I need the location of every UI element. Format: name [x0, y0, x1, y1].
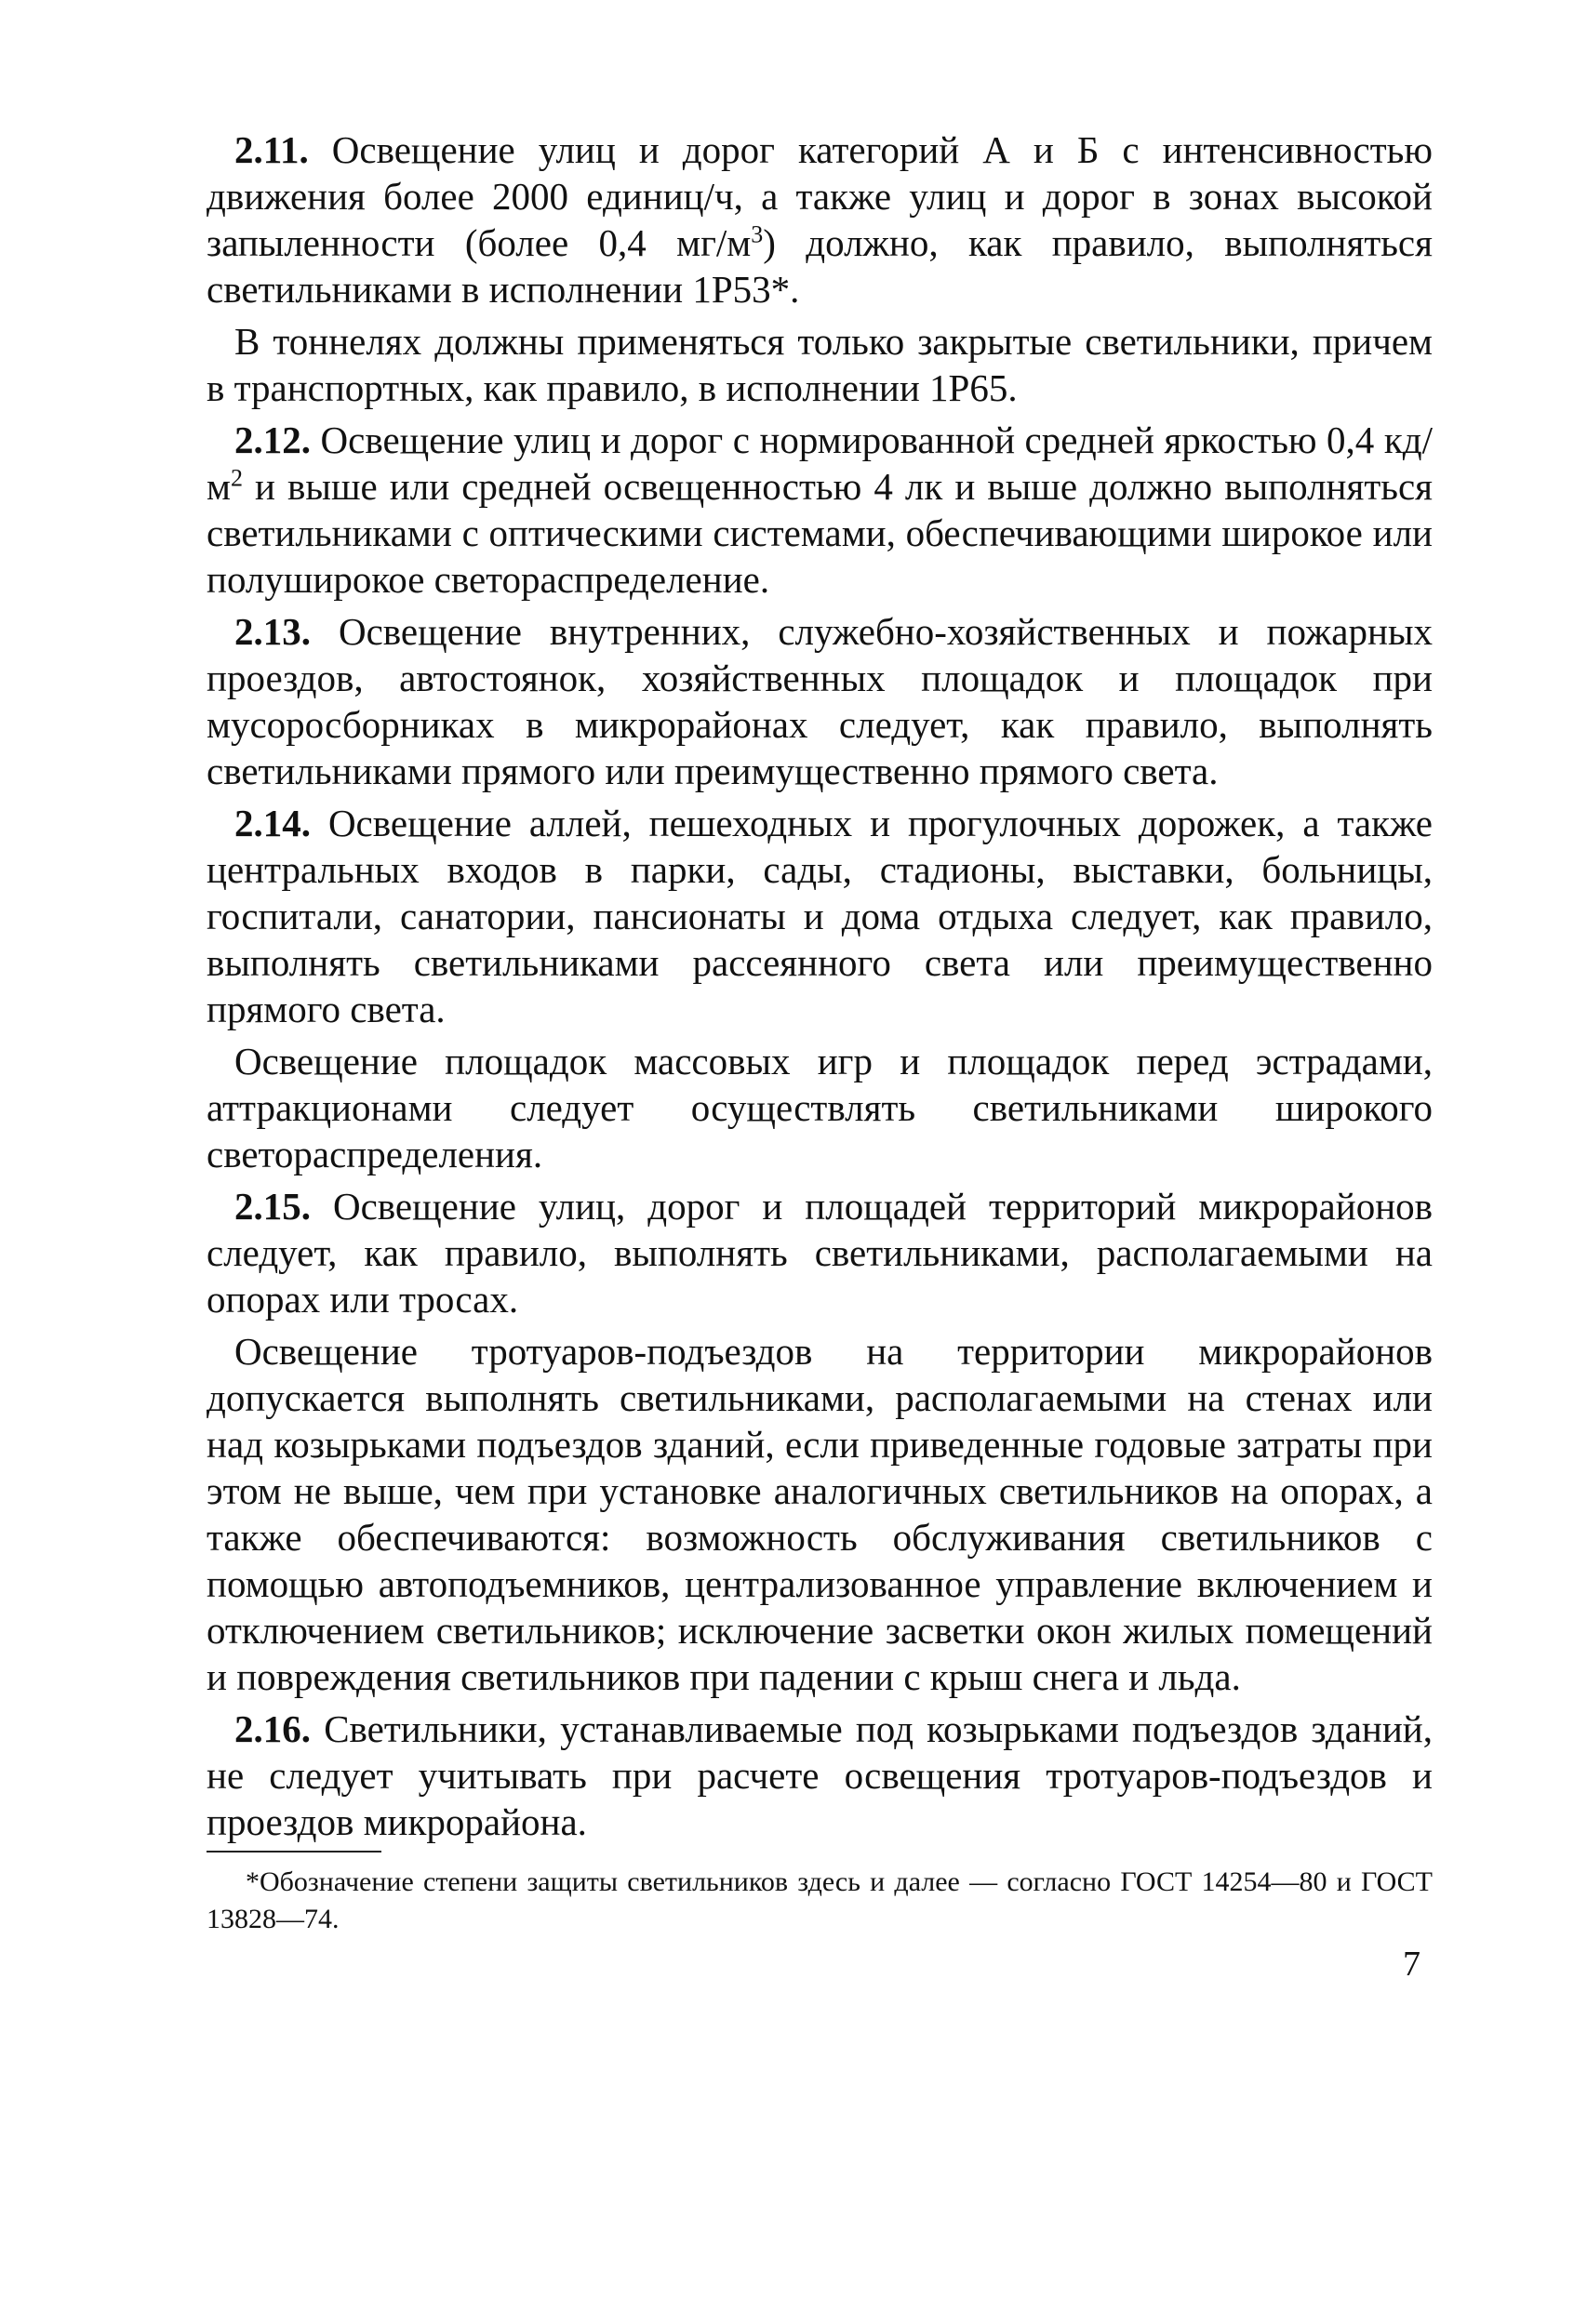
- paragraph-2-13: [207, 608, 1433, 794]
- clause-number: 2.16.: [234, 1707, 311, 1750]
- page-number: 7: [1403, 1945, 1420, 1984]
- paragraph-text: Освещение улиц, дорог и площадей территорий микрорайонов следует, как правило, выполнять светильниками, располагаемыми на опорах или тросах.: [207, 1185, 1433, 1321]
- paragraph-tunnels: [207, 318, 1433, 411]
- clause-number: 2.13.: [234, 610, 311, 653]
- paragraph-text: Освещение улиц и дорог категорий А и Б с интенсивностью движения более 2000 единиц/ч, а также улиц и дорог в зонах высокой запыленности (более 0,4 мг/м: [207, 128, 1433, 264]
- paragraph-playgrounds: [207, 1038, 1433, 1177]
- paragraph-2-16: [207, 1706, 1433, 1845]
- superscript: 3: [751, 220, 764, 248]
- paragraph-2-15: [207, 1183, 1433, 1322]
- clause-number: 2.11.: [234, 128, 309, 171]
- paragraph-2-14: [207, 800, 1433, 1032]
- superscript: 2: [230, 464, 243, 492]
- footnote: *Обозначение степени защиты светильников здесь и далее — согласно ГОСТ 14254—80 и ГОСТ 13828—74.: [207, 1866, 1433, 1934]
- paragraph-text-after: и выше или средней освещенностью 4 лк и выше должно выполняться светильниками с оптическими системами, обеспечивающими широкое или полуширокое светораспределение.: [207, 465, 1433, 601]
- paragraph-text: Светильники, устанавливаемые под козырьками подъездов зданий, не следует учитывать при расчете освещения тротуаров-подъездов и проездов микрорайона.: [207, 1707, 1433, 1843]
- paragraph-2-12: [207, 417, 1433, 603]
- paragraph-sidewalks: [207, 1328, 1433, 1700]
- paragraph-text: Освещение аллей, пешеходных и прогулочных дорожек, а также центральных входов в парки, сады, стадионы, выставки, больницы, госпитали, санатории, пансионаты и дома отдыха следует, как правило, выполнять светильниками рассеянного света или преимущественно прямого света.: [207, 802, 1433, 1030]
- paragraph-text: Освещение внутренних, служебно-хозяйственных и пожарных проездов, автостоянок, хозяйственных площадок и площадок при мусоросборниках в микрорайонах следует, как правило, выполнять светильниками прямого или преимущественно прямого света.: [207, 610, 1433, 792]
- paragraph-text: Освещение площадок массовых игр и площадок перед эстрадами, аттракционами следует осуществлять светильниками широкого светораспределения.: [207, 1040, 1433, 1175]
- document-body: [207, 126, 1433, 1851]
- paragraph-text: В тоннелях должны применяться только закрытые светильники, причем в транспортных, как правило, в исполнении 1Р65.: [207, 320, 1433, 409]
- paragraph-text-after: ) должно, как правило, выполняться светильниками в исполнении 1Р53*.: [207, 221, 1433, 311]
- paragraph-2-11: [207, 126, 1433, 312]
- footnote-divider: [207, 1851, 381, 1853]
- paragraph-text: Освещение улиц и дорог с нормированной средней яркостью 0,4 кд/м: [207, 418, 1433, 508]
- clause-number: 2.12.: [234, 418, 311, 461]
- clause-number: 2.14.: [234, 802, 311, 844]
- paragraph-text: Освещение тротуаров-подъездов на территории микрорайонов допускается выполнять светильниками, располагаемыми на стенах или над козырьками подъездов зданий, если приведенные годовые затраты при этом не выше, чем при установке аналогичных светильников на опорах, а также обеспечиваются: возможность обслуживания светильников с помощью автоподъемников, централизованное управление включением и отключением светильников; исключение засветки окон жилых помещений и повреждения светильников при падении с крыш снега и льда.: [207, 1330, 1433, 1698]
- clause-number: 2.15.: [234, 1185, 311, 1228]
